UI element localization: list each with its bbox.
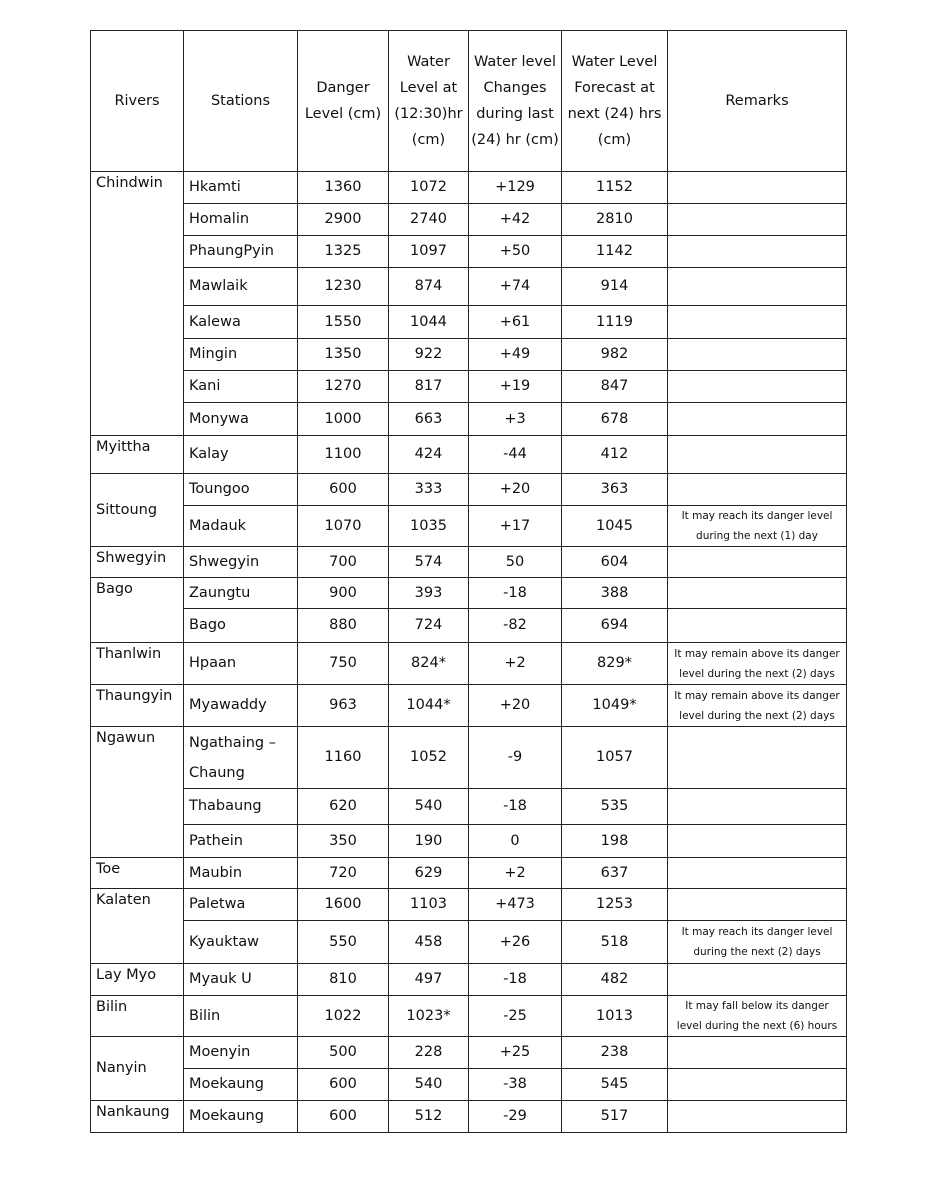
remark-cell [668, 825, 847, 858]
forecast-cell: 198 [562, 825, 668, 858]
station-cell: Toungoo [184, 474, 298, 506]
forecast-cell: 363 [562, 474, 668, 506]
danger-level-cell: 963 [298, 685, 389, 727]
change-cell: +473 [469, 889, 562, 921]
header-changes: Water level Changes during last (24) hr (cm) [469, 31, 562, 172]
danger-level-cell: 350 [298, 825, 389, 858]
danger-level-cell: 810 [298, 964, 389, 996]
station-cell: Homalin [184, 204, 298, 236]
danger-level-cell: 750 [298, 643, 389, 685]
river-cell: Nanyin [91, 1037, 184, 1101]
remark-cell [668, 1069, 847, 1101]
river-cell: Kalaten [91, 889, 184, 964]
danger-level-cell: 1022 [298, 996, 389, 1037]
station-cell: Kalay [184, 436, 298, 474]
water-level-cell: 424 [389, 436, 469, 474]
water-level-cell: 458 [389, 921, 469, 964]
remark-cell: It may fall below its danger level during the next (6) hours [668, 996, 847, 1037]
station-cell: Kalewa [184, 306, 298, 339]
water-level-cell: 1097 [389, 236, 469, 268]
change-cell: +74 [469, 268, 562, 306]
station-cell: Kani [184, 371, 298, 403]
water-level-cell: 574 [389, 547, 469, 578]
table-row [91, 403, 847, 436]
station-cell: Shwegyin [184, 547, 298, 578]
forecast-cell: 678 [562, 403, 668, 436]
forecast-cell: 238 [562, 1037, 668, 1069]
forecast-cell: 982 [562, 339, 668, 371]
river-cell: Shwegyin [91, 547, 184, 578]
remark-cell [668, 727, 847, 789]
remark-cell [668, 964, 847, 996]
table-row [91, 825, 847, 858]
danger-level-cell: 1100 [298, 436, 389, 474]
change-cell: -18 [469, 789, 562, 825]
forecast-cell: 847 [562, 371, 668, 403]
station-cell: Mingin [184, 339, 298, 371]
water-level-cell: 333 [389, 474, 469, 506]
remark-cell [668, 789, 847, 825]
station-cell: Zaungtu [184, 578, 298, 609]
river-cell: Myittha [91, 436, 184, 474]
station-cell: Ngathaing – Chaung [184, 727, 298, 789]
change-cell: +3 [469, 403, 562, 436]
table-row [91, 1069, 847, 1101]
water-level-cell: 1035 [389, 506, 469, 547]
danger-level-cell: 1350 [298, 339, 389, 371]
forecast-cell: 1119 [562, 306, 668, 339]
danger-level-cell: 1325 [298, 236, 389, 268]
danger-level-cell: 880 [298, 609, 389, 643]
river-cell: Bago [91, 578, 184, 643]
change-cell: +20 [469, 685, 562, 727]
danger-level-cell: 500 [298, 1037, 389, 1069]
water-level-cell: 540 [389, 1069, 469, 1101]
water-level-cell: 497 [389, 964, 469, 996]
danger-level-cell: 900 [298, 578, 389, 609]
river-cell: Thanlwin [91, 643, 184, 685]
forecast-cell: 388 [562, 578, 668, 609]
table-row [91, 858, 847, 889]
header-row [91, 31, 847, 172]
water-level-cell: 629 [389, 858, 469, 889]
river-cell: Chindwin [91, 172, 184, 436]
remark-cell [668, 578, 847, 609]
forecast-cell: 829* [562, 643, 668, 685]
forecast-cell: 545 [562, 1069, 668, 1101]
water-level-cell: 228 [389, 1037, 469, 1069]
station-cell: Madauk [184, 506, 298, 547]
forecast-cell: 2810 [562, 204, 668, 236]
station-cell: Hpaan [184, 643, 298, 685]
forecast-cell: 637 [562, 858, 668, 889]
remark-cell [668, 339, 847, 371]
change-cell: -44 [469, 436, 562, 474]
remark-cell [668, 436, 847, 474]
remark-cell [668, 1101, 847, 1133]
remark-cell [668, 403, 847, 436]
water-level-cell: 2740 [389, 204, 469, 236]
remark-cell [668, 858, 847, 889]
danger-level-cell: 600 [298, 1101, 389, 1133]
danger-level-cell: 1160 [298, 727, 389, 789]
change-cell: +19 [469, 371, 562, 403]
river-cell: Toe [91, 858, 184, 889]
table-row [91, 996, 847, 1037]
table-row [91, 609, 847, 643]
station-cell: Pathein [184, 825, 298, 858]
table-row [91, 889, 847, 921]
forecast-cell: 1142 [562, 236, 668, 268]
danger-level-cell: 600 [298, 474, 389, 506]
header-water-level: Water Level at (12:30)hr (cm) [389, 31, 469, 172]
change-cell: +25 [469, 1037, 562, 1069]
forecast-cell: 535 [562, 789, 668, 825]
water-level-cell: 190 [389, 825, 469, 858]
forecast-cell: 517 [562, 1101, 668, 1133]
forecast-cell: 1253 [562, 889, 668, 921]
danger-level-cell: 700 [298, 547, 389, 578]
station-cell: Moekaung [184, 1069, 298, 1101]
table-row [91, 547, 847, 578]
danger-level-cell: 1070 [298, 506, 389, 547]
river-cell: Bilin [91, 996, 184, 1037]
header-stations: Stations [184, 31, 298, 172]
remark-cell: It may reach its danger level during the next (2) days [668, 921, 847, 964]
danger-level-cell: 1600 [298, 889, 389, 921]
forecast-cell: 914 [562, 268, 668, 306]
river-cell: Lay Myo [91, 964, 184, 996]
station-cell: Monywa [184, 403, 298, 436]
water-level-cell: 824* [389, 643, 469, 685]
water-level-cell: 1072 [389, 172, 469, 204]
station-cell: Moekaung [184, 1101, 298, 1133]
forecast-cell: 604 [562, 547, 668, 578]
remark-cell [668, 547, 847, 578]
danger-level-cell: 620 [298, 789, 389, 825]
change-cell: +61 [469, 306, 562, 339]
remark-cell: It may remain above its danger level during the next (2) days [668, 685, 847, 727]
water-level-cell: 512 [389, 1101, 469, 1133]
table-row [91, 643, 847, 685]
remark-cell [668, 172, 847, 204]
remark-cell [668, 306, 847, 339]
change-cell: +50 [469, 236, 562, 268]
water-level-cell: 724 [389, 609, 469, 643]
station-cell: Myawaddy [184, 685, 298, 727]
change-cell: -18 [469, 964, 562, 996]
danger-level-cell: 1550 [298, 306, 389, 339]
table-row [91, 921, 847, 964]
table-row [91, 506, 847, 547]
remark-cell [668, 236, 847, 268]
water-level-cell: 663 [389, 403, 469, 436]
change-cell: +17 [469, 506, 562, 547]
water-level-table [90, 30, 847, 1133]
forecast-cell: 1152 [562, 172, 668, 204]
change-cell: -82 [469, 609, 562, 643]
remark-cell [668, 204, 847, 236]
water-level-cell: 1023* [389, 996, 469, 1037]
change-cell: -29 [469, 1101, 562, 1133]
change-cell: 0 [469, 825, 562, 858]
table-row [91, 578, 847, 609]
water-level-cell: 1044* [389, 685, 469, 727]
danger-level-cell: 1270 [298, 371, 389, 403]
station-cell: Myauk U [184, 964, 298, 996]
water-level-cell: 1103 [389, 889, 469, 921]
table-row [91, 474, 847, 506]
change-cell: -25 [469, 996, 562, 1037]
water-level-cell: 393 [389, 578, 469, 609]
station-cell: Mawlaik [184, 268, 298, 306]
station-cell: Bilin [184, 996, 298, 1037]
river-cell: Nankaung [91, 1101, 184, 1133]
water-level-cell: 1052 [389, 727, 469, 789]
table-row [91, 306, 847, 339]
table-row [91, 1037, 847, 1069]
forecast-cell: 1049* [562, 685, 668, 727]
station-cell: Hkamti [184, 172, 298, 204]
station-cell: PhaungPyin [184, 236, 298, 268]
table-row [91, 685, 847, 727]
table-row [91, 789, 847, 825]
change-cell: +49 [469, 339, 562, 371]
change-cell: +26 [469, 921, 562, 964]
station-cell: Paletwa [184, 889, 298, 921]
change-cell: -38 [469, 1069, 562, 1101]
danger-level-cell: 550 [298, 921, 389, 964]
table-row [91, 172, 847, 204]
forecast-cell: 694 [562, 609, 668, 643]
danger-level-cell: 1230 [298, 268, 389, 306]
danger-level-cell: 2900 [298, 204, 389, 236]
table-row [91, 727, 847, 789]
danger-level-cell: 720 [298, 858, 389, 889]
header-forecast: Water Level Forecast at next (24) hrs (cm) [562, 31, 668, 172]
change-cell: +42 [469, 204, 562, 236]
forecast-cell: 1057 [562, 727, 668, 789]
water-level-cell: 540 [389, 789, 469, 825]
water-level-cell: 817 [389, 371, 469, 403]
water-level-cell: 922 [389, 339, 469, 371]
change-cell: +20 [469, 474, 562, 506]
station-cell: Kyauktaw [184, 921, 298, 964]
table-row [91, 371, 847, 403]
table-row [91, 964, 847, 996]
change-cell: -18 [469, 578, 562, 609]
table-row [91, 204, 847, 236]
table-row [91, 236, 847, 268]
forecast-cell: 1013 [562, 996, 668, 1037]
danger-level-cell: 1000 [298, 403, 389, 436]
station-cell: Bago [184, 609, 298, 643]
station-cell: Thabaung [184, 789, 298, 825]
danger-level-cell: 1360 [298, 172, 389, 204]
station-cell: Maubin [184, 858, 298, 889]
header-rivers: Rivers [91, 31, 184, 172]
change-cell: +2 [469, 858, 562, 889]
change-cell: +2 [469, 643, 562, 685]
water-level-cell: 874 [389, 268, 469, 306]
remark-cell [668, 474, 847, 506]
header-remarks: Remarks [668, 31, 847, 172]
remark-cell: It may reach its danger level during the next (1) day [668, 506, 847, 547]
forecast-cell: 482 [562, 964, 668, 996]
header-danger-level: Danger Level (cm) [298, 31, 389, 172]
river-cell: Sittoung [91, 474, 184, 547]
river-cell: Thaungyin [91, 685, 184, 727]
table-row [91, 339, 847, 371]
change-cell: -9 [469, 727, 562, 789]
water-level-cell: 1044 [389, 306, 469, 339]
table-row [91, 268, 847, 306]
forecast-cell: 412 [562, 436, 668, 474]
remark-cell [668, 1037, 847, 1069]
forecast-cell: 518 [562, 921, 668, 964]
river-cell: Ngawun [91, 727, 184, 858]
remark-cell [668, 371, 847, 403]
remark-cell: It may remain above its danger level during the next (2) days [668, 643, 847, 685]
remark-cell [668, 889, 847, 921]
table-row [91, 436, 847, 474]
change-cell: +129 [469, 172, 562, 204]
danger-level-cell: 600 [298, 1069, 389, 1101]
change-cell: 50 [469, 547, 562, 578]
table-body [91, 172, 847, 1133]
remark-cell [668, 268, 847, 306]
table-row [91, 1101, 847, 1133]
station-cell: Moenyin [184, 1037, 298, 1069]
remark-cell [668, 609, 847, 643]
forecast-cell: 1045 [562, 506, 668, 547]
